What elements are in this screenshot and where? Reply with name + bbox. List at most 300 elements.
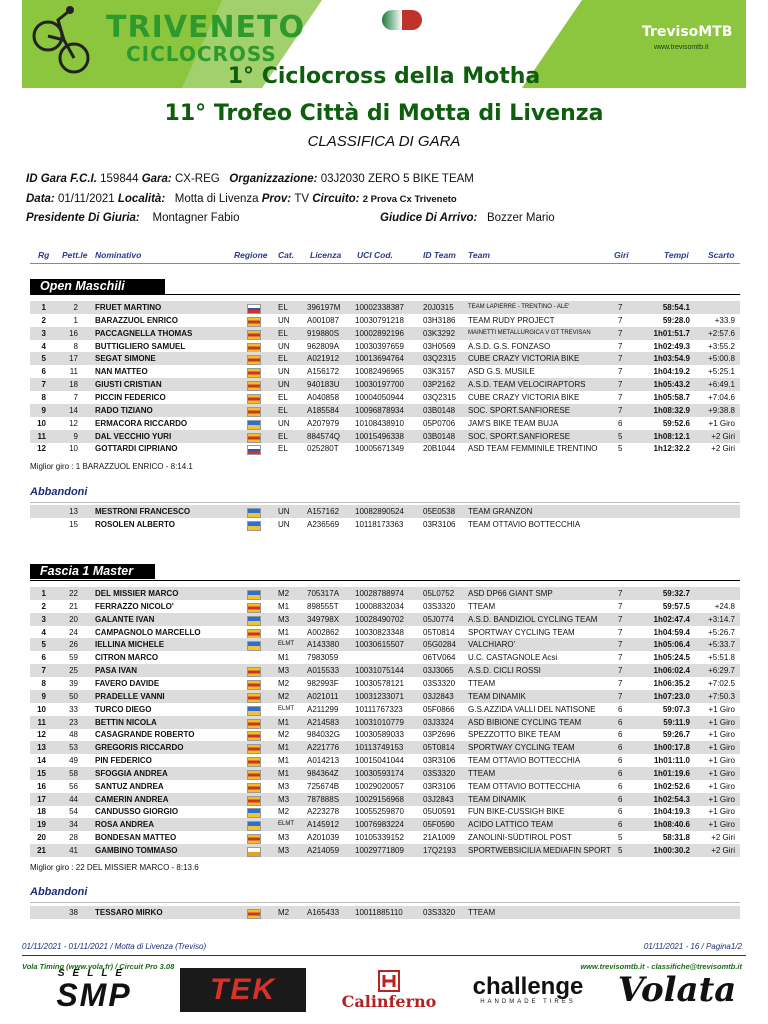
cell-rank: 16 <box>37 781 46 791</box>
cell-bib: 23 <box>69 717 78 727</box>
cell-category: UN <box>278 507 290 516</box>
cell-gap: +1 Giro <box>708 730 735 740</box>
cell-uci-code: 10004050944 <box>355 392 404 402</box>
cell-gap: +1 Giro <box>708 743 735 753</box>
cell-category: EL <box>278 303 288 312</box>
cell-rank: 10 <box>37 418 46 428</box>
cell-laps: 7 <box>618 691 623 701</box>
col-tempi: Tempi <box>664 250 689 260</box>
cell-time: 59:26.7 <box>662 730 690 740</box>
table-row <box>30 728 740 741</box>
cell-team: TEAM OTTAVIO BOTTECCHIA <box>468 781 581 791</box>
cell-name: CAMERIN ANDREA <box>95 794 169 804</box>
cell-laps: 6 <box>618 768 623 778</box>
col-idteam: ID Team <box>423 250 456 260</box>
cell-license: 349798X <box>307 614 340 624</box>
table-row <box>30 831 740 844</box>
cell-gap: +2 Giri <box>711 444 735 454</box>
cell-name: PIN FEDERICO <box>95 756 152 766</box>
col-scarto: Scarto <box>708 250 735 260</box>
cell-uci-code: 10028788974 <box>355 589 404 598</box>
cell-team-id: 06TV064 <box>423 653 456 663</box>
cell-category: M3 <box>278 833 290 843</box>
cell-time: 59:52.6 <box>662 418 690 428</box>
table-row <box>30 906 740 919</box>
cell-team: TTEAM <box>468 678 496 688</box>
cell-bib: 48 <box>69 730 78 740</box>
cell-time: 1h02:54.3 <box>653 794 690 804</box>
cell-gap: +1 Giro <box>708 704 735 714</box>
cell-time: 1h04:19.2 <box>653 367 690 377</box>
region-flag-icon <box>247 330 261 340</box>
cell-license: A040858 <box>307 392 340 402</box>
cell-license: 884574Q <box>307 431 340 441</box>
cell-time: 1h12:32.2 <box>653 444 690 454</box>
cell-team-id: 05T0814 <box>423 627 455 637</box>
cell-uci-code: 10028490702 <box>355 614 404 624</box>
cell-team-id: 20B1044 <box>423 444 456 454</box>
circuito-label: Circuito: <box>312 193 360 205</box>
region-flag-icon <box>247 629 261 639</box>
col-pettorale: Pett.le <box>62 250 88 260</box>
cell-category: UN <box>278 520 290 529</box>
table-row <box>30 430 740 443</box>
cell-laps: 6 <box>618 418 623 428</box>
cell-team-id: 03R3106 <box>423 756 456 766</box>
cell-gap: +2:57.6 <box>708 328 735 338</box>
cell-rank: 9 <box>41 691 46 701</box>
cell-laps: 6 <box>618 704 623 714</box>
cell-bib: 13 <box>69 507 78 516</box>
cell-rank: 5 <box>41 354 46 364</box>
table-row <box>30 754 740 767</box>
col-rg: Rg <box>38 250 50 260</box>
cell-team: TEAM OTTAVIO BOTTECCHIA <box>468 756 581 766</box>
cell-time: 1h05:24.5 <box>653 653 690 663</box>
cell-uci-code: 10030397659 <box>355 341 404 351</box>
cell-team: ACIDO LATTICO TEAM <box>468 820 554 830</box>
region-flag-icon <box>247 706 261 716</box>
region-flag-icon <box>247 343 261 353</box>
localita-value: Motta di Livenza <box>174 193 259 205</box>
cell-uci-code: 10029771809 <box>355 846 404 855</box>
table-row <box>30 716 740 729</box>
cell-gap: +1 Giro <box>708 768 735 778</box>
table-row <box>30 690 740 703</box>
cell-bib: 41 <box>69 846 78 855</box>
cell-laps: 6 <box>618 756 623 766</box>
data-value: 01/11/2021 <box>57 193 115 205</box>
cell-team-id: 03S3320 <box>423 601 456 611</box>
cell-team-id: 03P2162 <box>423 380 456 390</box>
cell-category: EL <box>278 444 288 454</box>
cell-name: PACCAGNELLA THOMAS <box>95 328 193 338</box>
cell-name: FRUET MARTINO <box>95 303 162 312</box>
cell-laps: 6 <box>618 820 623 830</box>
cell-laps: 7 <box>618 640 623 650</box>
cell-name: GREGORIS RICCARDO <box>95 743 184 753</box>
cell-team-id: 05E0538 <box>423 507 456 516</box>
cell-time: 1h07:23.0 <box>653 691 690 701</box>
cell-laps: 5 <box>618 846 623 855</box>
logo-line1: TRIVENETO <box>106 10 306 45</box>
cell-time: 59:28.0 <box>662 315 690 325</box>
cell-bib: 21 <box>69 601 78 611</box>
cell-category: M3 <box>278 846 290 855</box>
cell-name: GAMBINO TOMMASO <box>95 846 178 855</box>
table-row <box>30 417 740 430</box>
cell-team: SPORTWAY CYCLING TEAM <box>468 743 575 753</box>
cell-category: UN <box>278 418 290 428</box>
region-flag-icon <box>247 355 261 365</box>
region-flag-icon <box>247 616 261 626</box>
cell-team: VALCHIARO' <box>468 640 516 650</box>
cell-bib: 8 <box>73 341 78 351</box>
cell-gap: +1 Giro <box>708 807 735 817</box>
cell-team: FUN BIKE-CUSSIGH BIKE <box>468 807 565 817</box>
cell-license: A214583 <box>307 717 340 727</box>
cell-team: ZANOLINI-SÜDTIROL POST <box>468 833 572 843</box>
col-licenza: Licenza <box>310 250 342 260</box>
master-abbandoni-title: Abbandoni <box>30 886 88 898</box>
cell-laps: 7 <box>618 341 623 351</box>
cell-team-id: 17Q2193 <box>423 846 456 855</box>
region-flag-icon <box>247 381 261 391</box>
region-flag-icon <box>247 783 261 793</box>
cell-license: A002862 <box>307 627 340 637</box>
cell-bib: 54 <box>69 807 78 817</box>
cell-uci-code: 10002892196 <box>355 328 404 338</box>
cell-team: TTEAM <box>468 908 496 917</box>
cell-team-id: 03Q2315 <box>423 392 456 402</box>
cell-time: 1h01:11.0 <box>653 756 690 766</box>
cell-laps: 7 <box>618 589 623 598</box>
cell-category: M1 <box>278 653 290 663</box>
region-flag-icon <box>247 445 261 455</box>
cell-team-id: 03J3324 <box>423 717 454 727</box>
cell-bib: 38 <box>69 908 78 917</box>
cell-rank: 11 <box>37 717 46 727</box>
cell-license: 962809A <box>307 341 340 351</box>
cell-rank: 7 <box>41 666 46 676</box>
cell-time: 59:11.9 <box>663 717 690 727</box>
cell-bib: 44 <box>69 794 78 804</box>
cell-license: A214059 <box>307 846 340 855</box>
cell-category: EL <box>278 328 288 338</box>
cell-bib: 12 <box>69 418 78 428</box>
cell-gap: +6:29.7 <box>708 666 735 676</box>
cell-team-id: 03B0148 <box>423 405 456 415</box>
cell-rank: 17 <box>37 794 46 804</box>
cell-bib: 25 <box>69 666 78 676</box>
cell-team: TEAM LAPIERRE - TRENTINO - ALE' <box>468 304 570 310</box>
cell-category: M1 <box>278 743 290 753</box>
cell-team-id: 05F0866 <box>423 704 455 714</box>
cell-category: ELMT <box>278 821 295 828</box>
table-row <box>30 301 740 314</box>
section-open-divider <box>30 294 740 295</box>
cell-license: A001087 <box>307 315 340 325</box>
cell-time: 1h02:52.6 <box>653 781 690 791</box>
cell-uci-code: 10030578121 <box>355 678 404 688</box>
region-flag-icon <box>247 757 261 767</box>
cell-team: TEAM OTTAVIO BOTTECCHIA <box>468 520 581 529</box>
footer-right: 01/11/2021 - 16 / Pagina1/2 <box>643 942 742 951</box>
cell-category: ELMT <box>278 641 295 648</box>
cell-bib: 9 <box>73 431 78 441</box>
cell-category: M3 <box>278 614 290 624</box>
cell-gap: +1 Giro <box>708 756 735 766</box>
cell-laps: 7 <box>618 315 623 325</box>
cell-time: 58:31.8 <box>662 833 690 843</box>
cell-license: A143380 <box>307 640 340 650</box>
region-flag-icon <box>247 590 261 600</box>
cell-rank: 18 <box>37 807 46 817</box>
logo-line2: CICLOCROSS <box>126 42 277 66</box>
cell-license: A014213 <box>307 756 340 766</box>
cell-time: 1h08:12.1 <box>653 431 690 441</box>
cell-team-id: 03K3292 <box>423 328 456 338</box>
table-row <box>30 404 740 417</box>
right-logo: TrevisoMTB <box>642 24 733 40</box>
cell-license: 705317A <box>307 589 340 598</box>
cell-uci-code: 10029020057 <box>355 781 404 791</box>
region-flag-icon <box>247 603 261 613</box>
region-flag-icon <box>247 796 261 806</box>
cell-name: PICCIN FEDERICO <box>95 392 166 402</box>
cell-team-id: 21A1009 <box>423 833 456 843</box>
classification-title: CLASSIFICA DI GARA <box>307 133 461 150</box>
cell-time: 1h03:54.9 <box>653 354 690 364</box>
cell-license: A021912 <box>307 354 340 364</box>
table-row <box>30 505 740 518</box>
cell-license: A156172 <box>307 367 340 377</box>
cell-bib: 20 <box>69 614 78 624</box>
cell-category: ELMT <box>278 705 295 712</box>
cell-license: A165433 <box>307 908 340 917</box>
cell-team: U.C. CASTAGNOLE Acsi <box>468 653 558 663</box>
cell-gap: +33.9 <box>714 315 735 325</box>
sponsor1-name: SMP <box>56 977 132 1013</box>
cell-laps: 6 <box>618 794 623 804</box>
open-abbandoni-divider <box>30 502 740 503</box>
cell-gap: +24.8 <box>714 601 735 611</box>
region-flag-icon <box>247 394 261 404</box>
cell-license: 898555T <box>307 601 339 611</box>
cell-name: DAL VECCHIO YURI <box>95 431 172 441</box>
cell-rank: 3 <box>41 614 46 624</box>
section-master-divider <box>30 580 740 581</box>
sponsor5-name: Volata <box>617 970 737 1010</box>
cell-bib: 28 <box>69 833 78 843</box>
table-row <box>30 600 740 613</box>
cell-team-id: 03P2696 <box>423 730 456 740</box>
cell-uci-code: 10008832034 <box>355 601 404 611</box>
presidente-value: Montagner Fabio <box>152 212 240 224</box>
cell-gap: +5:25.1 <box>708 367 735 377</box>
cell-bib: 58 <box>69 768 78 778</box>
cell-bib: 24 <box>69 627 78 637</box>
cell-bib: 7 <box>73 392 78 402</box>
cell-rank: 1 <box>41 589 46 598</box>
cell-license: 396197M <box>307 303 341 312</box>
sponsor2-name: TEK <box>210 973 276 1006</box>
cell-name: PRADELLE VANNI <box>95 691 165 701</box>
cell-license: 787888S <box>307 794 340 804</box>
gara-label: Gara: <box>141 173 172 185</box>
cell-team-id: 05G0284 <box>423 640 456 650</box>
cell-laps: 7 <box>618 354 623 364</box>
cell-license: A157162 <box>307 507 340 516</box>
race-info-giudice <box>380 212 555 224</box>
cell-team: SOC. SPORT.SANFIORESE <box>468 405 571 415</box>
cell-bib: 1 <box>73 315 78 325</box>
cell-team-id: 05T0814 <box>423 743 455 753</box>
cell-laps: 7 <box>618 380 623 390</box>
col-team: Team <box>468 250 490 260</box>
cell-uci-code: 10082890524 <box>355 507 404 516</box>
cell-team: TEAM DINAMIK <box>468 691 526 701</box>
cell-gap: +3:14.7 <box>708 614 735 624</box>
cell-team: SPEZZOTTO BIKE TEAM <box>468 730 561 740</box>
cell-uci-code: 10030823348 <box>355 627 404 637</box>
table-row <box>30 391 740 404</box>
cell-bib: 56 <box>69 781 78 791</box>
cell-laps: 7 <box>618 666 623 676</box>
cell-category: EL <box>278 431 288 441</box>
cell-team-id: 20J0315 <box>423 303 454 312</box>
cell-gap: +2 Giri <box>711 833 735 843</box>
cell-laps: 7 <box>618 392 623 402</box>
cell-laps: 7 <box>618 678 623 688</box>
table-row <box>30 780 740 793</box>
cell-gap: +5:33.7 <box>708 640 735 650</box>
cell-category: M1 <box>278 768 290 778</box>
cell-name: ROSA ANDREA <box>95 820 154 830</box>
cell-bib: 33 <box>69 704 78 714</box>
cell-rank: 20 <box>37 833 46 843</box>
footer-timing: Vola Timing (www.vola.fr) / Circuit Pro 3.08 <box>22 962 175 971</box>
cell-gap: +2 Giri <box>711 431 735 441</box>
cell-team-id: 03J2843 <box>423 691 454 701</box>
cell-bib: 10 <box>69 444 78 454</box>
flag-emblem-icon <box>382 10 422 30</box>
cell-uci-code: 10015496338 <box>355 431 404 441</box>
cell-category: UN <box>278 380 290 390</box>
cell-name: DEL MISSIER MARCO <box>95 589 179 598</box>
cell-team-id: 05P0706 <box>423 418 456 428</box>
cell-uci-code: 10082496965 <box>355 367 404 377</box>
cell-uci-code: 10113749153 <box>355 743 404 753</box>
cell-uci-code: 10031010779 <box>355 717 404 727</box>
cell-laps: 7 <box>618 627 623 637</box>
cell-team: TEAM RUDY PROJECT <box>468 315 555 325</box>
cell-gap: +1 Giro <box>708 820 735 830</box>
cell-team: ASD G.S. MUSILE <box>468 367 535 377</box>
cell-bib: 34 <box>69 820 78 830</box>
cell-team: CUBE CRAZY VICTORIA BIKE <box>468 354 580 364</box>
cell-uci-code: 10011885110 <box>355 908 403 917</box>
table-row <box>30 793 740 806</box>
section-open-title: Open Maschili <box>30 279 165 294</box>
cell-uci-code: 10118173363 <box>355 520 404 529</box>
cell-name: GOTTARDI CIPRIANO <box>95 444 178 454</box>
region-flag-icon <box>247 407 261 417</box>
cell-name: IELLINA MICHELE <box>95 640 165 650</box>
cell-team: JAM'S BIKE TEAM BUJA <box>468 418 559 428</box>
cell-name: CITRON MARCO <box>95 653 159 663</box>
cell-uci-code: 10015041044 <box>355 756 404 766</box>
table-row <box>30 613 740 626</box>
cell-time: 59:07.3 <box>662 704 690 714</box>
cell-rank: 13 <box>37 743 46 753</box>
col-regione: Regione <box>234 250 268 260</box>
cell-team: SPORTWAY CYCLING TEAM <box>468 627 575 637</box>
cell-gap: +7:50.3 <box>708 691 735 701</box>
cell-license: 984032G <box>307 730 340 740</box>
cell-uci-code: 10105339152 <box>355 833 404 843</box>
cell-time: 1h06:35.2 <box>653 678 690 688</box>
col-giri: Giri <box>614 250 629 260</box>
table-row <box>30 741 740 754</box>
cell-rank: 2 <box>41 601 46 611</box>
region-flag-icon <box>247 420 261 430</box>
race-info-line2 <box>26 193 746 205</box>
cell-name: MESTRONI FRANCESCO <box>95 507 191 516</box>
org-label: Organizzazione: <box>229 173 318 185</box>
cell-uci-code: 10030791218 <box>355 315 404 325</box>
cell-rank: 15 <box>37 768 46 778</box>
cell-laps: 7 <box>618 303 623 312</box>
cell-category: M2 <box>278 678 290 688</box>
cell-laps: 6 <box>618 781 623 791</box>
cell-name: FAVERO DAVIDE <box>95 678 160 688</box>
cell-category: M3 <box>278 794 290 804</box>
table-row <box>30 365 740 378</box>
cell-time: 1h06:02.4 <box>653 666 690 676</box>
cell-bib: 22 <box>69 589 78 598</box>
sponsor-tek <box>180 968 306 1012</box>
cell-team: SOC. SPORT.SANFIORESE <box>468 431 571 441</box>
presidente-label: Presidente Di Giuria: <box>26 212 140 224</box>
cell-team: TTEAM <box>468 601 496 611</box>
cell-laps: 7 <box>618 367 623 377</box>
cell-time: 59:32.7 <box>662 589 690 598</box>
cell-rank: 8 <box>41 678 46 688</box>
table-row <box>30 767 740 780</box>
region-flag-icon <box>247 731 261 741</box>
sponsor-calinferno <box>334 968 444 1012</box>
cell-gap: +7:02.5 <box>708 678 735 688</box>
cell-laps: 7 <box>618 405 623 415</box>
table-row <box>30 805 740 818</box>
cell-team-id: 03K3157 <box>423 367 456 377</box>
cell-uci-code: 10076983224 <box>355 820 404 830</box>
region-flag-icon <box>247 693 261 703</box>
race-info-line1 <box>26 173 746 185</box>
table-row <box>30 352 740 365</box>
region-flag-icon <box>247 508 261 518</box>
table-row <box>30 677 740 690</box>
cell-rank: 4 <box>41 341 46 351</box>
cell-time: 59:57.5 <box>662 601 690 611</box>
cell-team: CUBE CRAZY VICTORIA BIKE <box>468 392 580 402</box>
cell-name: CASAGRANDE ROBERTO <box>95 730 195 740</box>
table-row <box>30 638 740 651</box>
cell-license: 984364Z <box>307 768 339 778</box>
cell-rank: 4 <box>41 627 46 637</box>
cell-laps: 7 <box>618 614 623 624</box>
